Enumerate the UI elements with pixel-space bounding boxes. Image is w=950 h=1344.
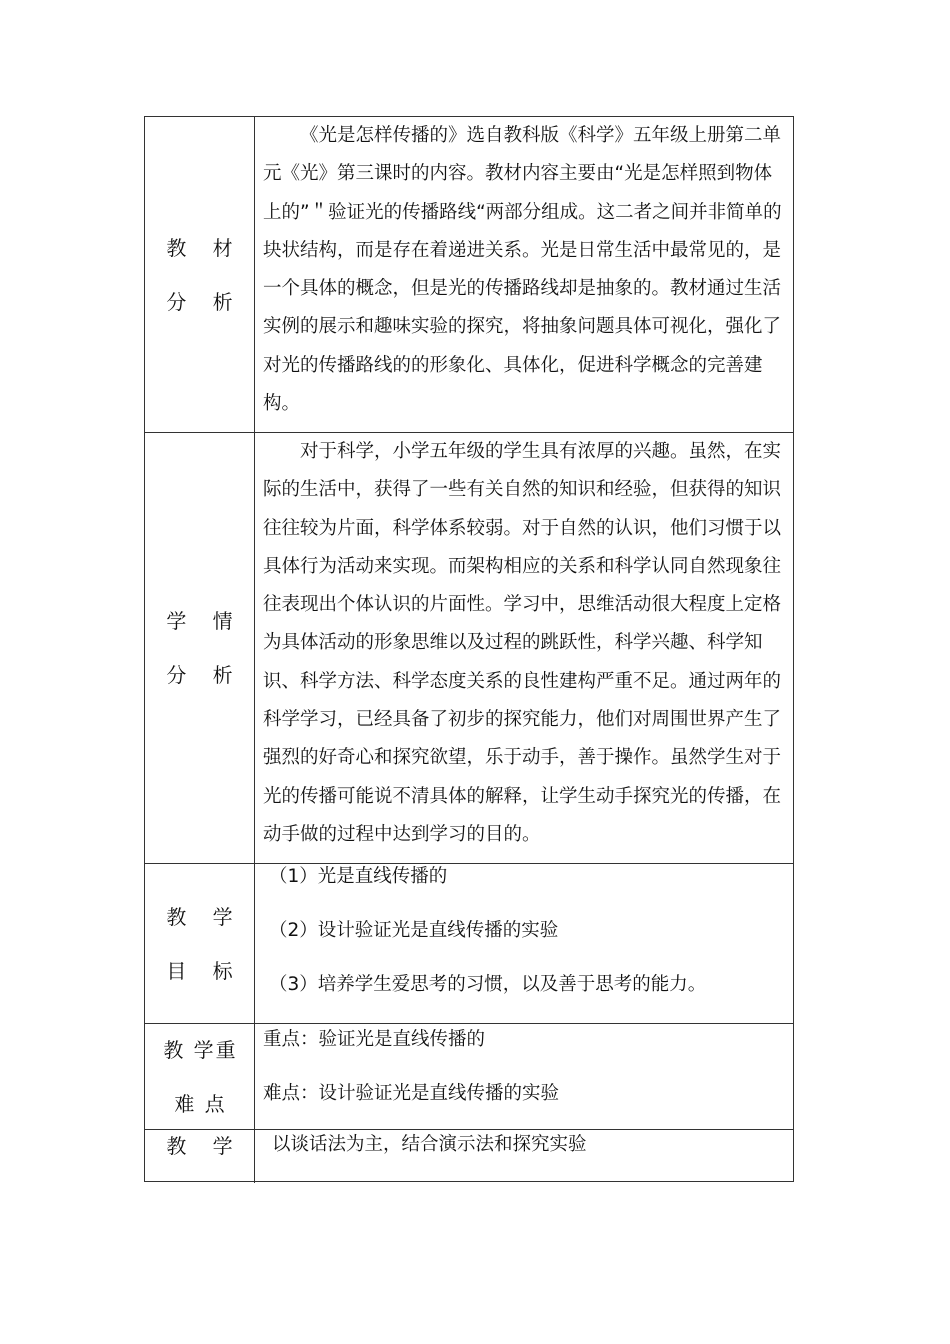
key-point-text: 重点：验证光是直线传播的 [263, 1029, 486, 1050]
label-line: 教 学 [166, 904, 243, 929]
label-line: 目 标 [166, 958, 243, 983]
row-student-analysis [145, 433, 793, 864]
row-teaching-methods [145, 1130, 793, 1183]
label-line: 学 情 [166, 609, 243, 633]
objective-item: （3）培养学生爱思考的习惯，以及善于思考的能力。 [269, 974, 707, 995]
label-line: 分 析 [166, 289, 243, 314]
label-line: 难 点 [174, 1091, 227, 1116]
student-analysis-text: 对于科学，小学五年级的学生具有浓厚的兴趣。虽然，在实际的生活中，获得了一些有关自然的知识和经验，但获得的知识往往较为片面，科学体系较弱。对于自然的认识，他们习惯于以具体行为活动来实现。而架构相应的关系和科学认同自然现象往往表现出个体认识的片面性。学习中，思维活动很大程度上定格为具体活动的形象思维以及过程的跳跃性，科学兴趣、科学知识、科学方法、科学态度关系的良性建构严重不足。通过两年的科学学习，已经具备了初步的探究能力，他们对周围世界产生了强烈的好奇心和探究欲望，乐于动手，善于操作。虽然学生对于光的传播可能说不清具体的解释，让学生动手探究光的传播，在动手做的过程中达到学习的目的。 [263, 441, 782, 845]
objective-item: （1）光是直线传播的 [269, 866, 448, 887]
row-label-teaching-objectives [145, 864, 255, 1023]
row-label-textbook-analysis [145, 117, 255, 432]
cell-teaching-objectives [255, 864, 793, 1023]
label-line: 教 材 [166, 235, 243, 260]
objective-item: （2）设计验证光是直线传播的实验 [269, 920, 559, 941]
row-label-key-difficult-points [145, 1024, 255, 1129]
cell-textbook-analysis [255, 117, 793, 432]
row-label-student-analysis [145, 433, 255, 863]
cell-key-difficult-points [255, 1024, 793, 1129]
row-textbook-analysis [145, 117, 793, 433]
cell-teaching-methods [255, 1130, 793, 1183]
row-label-teaching-methods [145, 1130, 255, 1183]
label-line: 分 析 [166, 663, 243, 687]
row-teaching-objectives [145, 864, 793, 1024]
teaching-methods-text: 以谈话法为主，结合演示法和探究实验 [272, 1134, 587, 1155]
label-line: 教 学 [166, 1134, 243, 1158]
cell-student-analysis [255, 433, 793, 863]
difficult-point-text: 难点：设计验证光是直线传播的实验 [263, 1083, 560, 1104]
label-line: 教 学重 [163, 1037, 238, 1062]
textbook-analysis-text: 《光是怎样传播的》选自教科版《科学》五年级上册第二单元《光》第三课时的内容。教材内容主要由“光是怎样照到物体上的”＂验证光的传播路线“两部分组成。这二者之间并非简单的块状结构，而是存在着递进关系。光是日常生活中最常见的，是一个具体的概念，但是光的传播路线却是抽象的。教材通过生活实例的展示和趣味实验的探究，将抽象问题具体可视化，强化了对光的传播路线的的形象化、具体化，促进科学概念的完善建构。 [263, 125, 782, 415]
row-key-difficult-points [145, 1024, 793, 1130]
lesson-plan-table [144, 116, 794, 1182]
